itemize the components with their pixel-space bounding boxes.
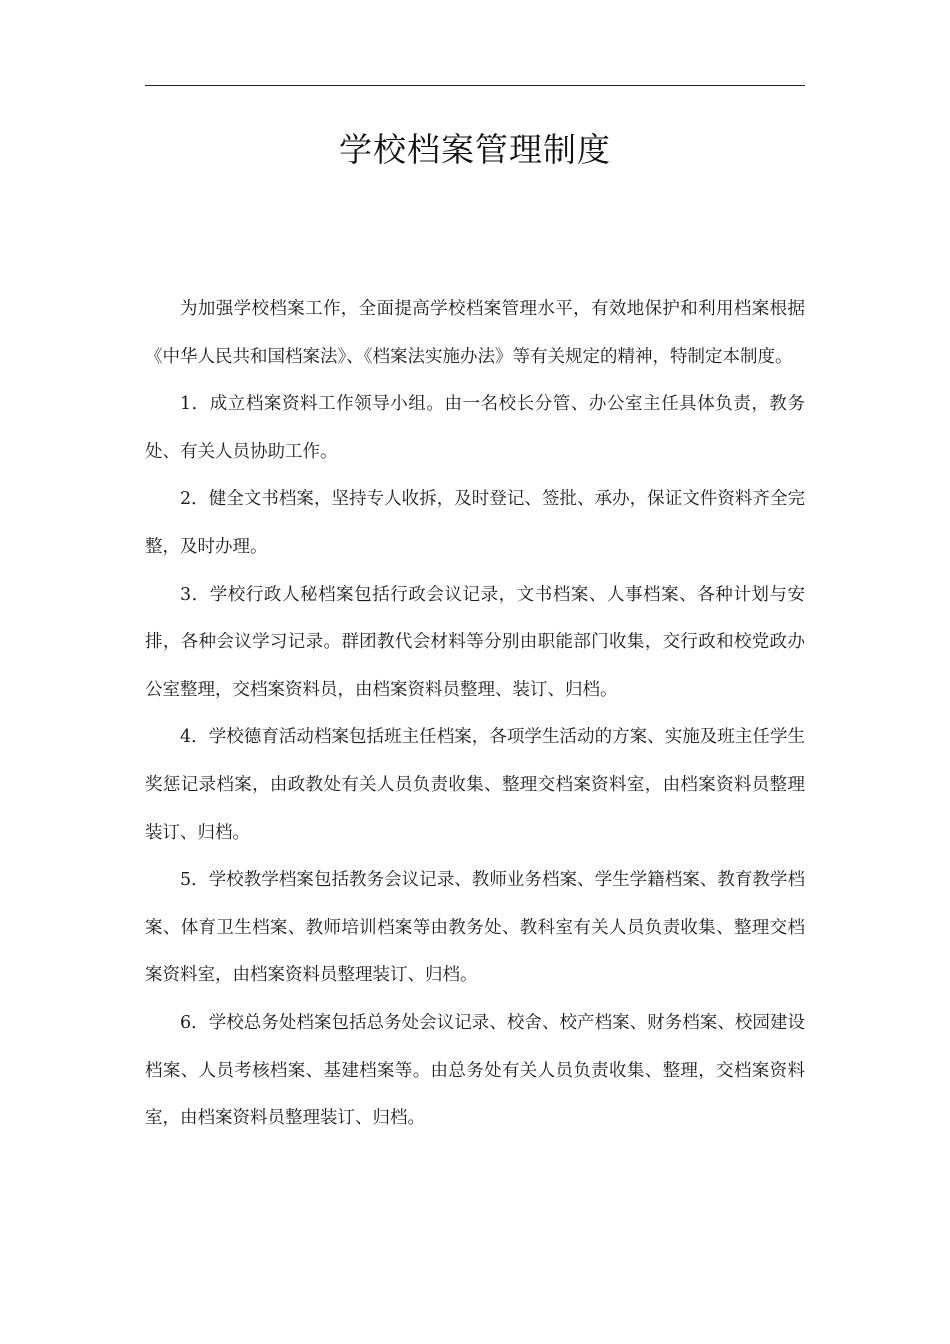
clause-5-paragraph: 5．学校教学档案包括教务会议记录、教师业务档案、学生学籍档案、教育教学档案、体育卫生档案、教师培训档案等由教务处、教科室有关人员负责收集、整理交档案资料室，由档案资料员整理装订、归档。 xyxy=(145,870,805,986)
document-title: 学校档案管理制度 xyxy=(339,130,611,169)
intro-paragraph: 为加强学校档案工作，全面提高学校档案管理水平，有效地保护和利用档案根据《中华人民共和国档案法》、《档案法实施办法》等有关规定的精神，特制定本制度。 xyxy=(145,299,805,367)
clause-4-paragraph: 4．学校德育活动档案包括班主任档案，各项学生活动的方案、实施及班主任学生奖惩记录档案，由政教处有关人员负责收集、整理交档案资料室，由档案资料员整理装订、归档。 xyxy=(145,727,805,843)
clause-6-paragraph: 6．学校总务处档案包括总务处会议记录、校舍、校产档案、财务档案、校园建设档案、人员考核档案、基建档案等。由总务处有关人员负责收集、整理，交档案资料室，由档案资料员整理装订、归档。 xyxy=(145,1012,805,1129)
document-body xyxy=(145,286,805,1143)
clause-1-paragraph: 1．成立档案资料工作领导小组。由一名校长分管、办公室主任具体负责，教务处、有关人员协助工作。 xyxy=(145,394,805,462)
clause-2-paragraph: 2．健全文书档案，坚持专人收拆，及时登记、签批、承办，保证文件资料齐全完整，及时办理。 xyxy=(145,489,805,557)
clause-3-paragraph: 3．学校行政人秘档案包括行政会议记录，文书档案、人事档案、各种计划与安排，各种会议学习记录。群团教代会材料等分别由职能部门收集，交行政和校党政办公室整理，交档案资料员，由档案资料员整理、装订、归档。 xyxy=(145,584,805,700)
header-rule xyxy=(145,85,805,86)
